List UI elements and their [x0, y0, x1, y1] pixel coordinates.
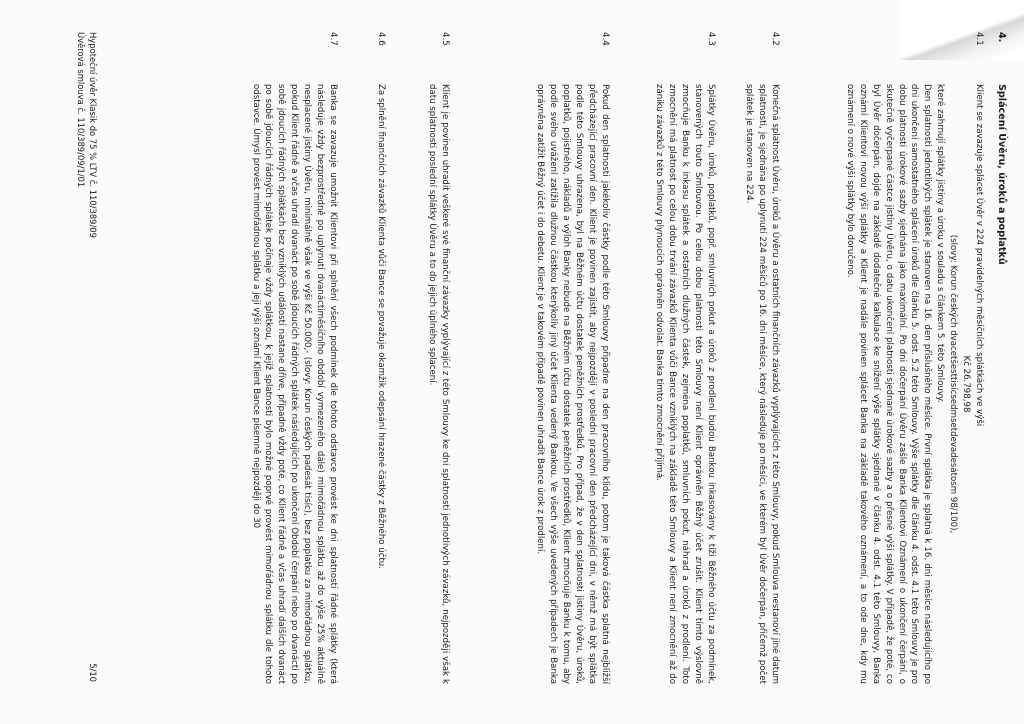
section-text: Pokud den splatnosti jakékoliv částky podle této Smlouvy připadne na den pracovního klidu, potom je taková částka splatná nejbližší předcházející pracovní den. Klient je povinen zajistit, aby nejpozději v poslední pracovní den předcházející dni, v němž má být splátka podle této Smlouvy uhrazena, byl na Běžném účtu dostatek peněžních prostředků. Pro případ, že v den splatnosti jistiny Úvěru, úroků, poplatků, pojistného, nákladů a výloh Banky nebude na Běžném účtu dostatek peněžních prostředků, Klient zmocňuje Banku k tomu, aby podle svého uvážení zatížila dlužnou částkou kterýkoliv jiný účet Klienta vedený Bankou. Ve všech výše uvedených případech je Banka oprávněna zatížit Běžný účet i do debetu. Klient je v takovém případě povinen uhradit Bance úrok z prodlení. — [535, 84, 610, 684]
section-number: 4.1 — [974, 32, 984, 46]
section-number: 4.3 — [706, 32, 716, 46]
paragraph-line: Klient se zavazuje splácet Úvěr v 224 pravidelných měsíčních splátkách ve výši — [974, 84, 984, 427]
section-text: Banka se zavazuje umožnit Klientovi při splnění všech podmínek dle tohoto odstavce provést ke dni splatnosti řádné splátky (která následuje vždy bezprostředně po uplynutí dvanáctiměsíčního období vymezeného dále) mimořádnou splátku až do výše 25% aktuálně nesplacené jistiny Úvěru, minimálně však ve výši Kč 50.000,- (slovy: Korun českých padesát tisíc), bez poplatku za mimořádnou splátku, pokud Klient řádně a včas uhradí dvanáct po sobě jdoucích řádných splátek následujících po ukončení Období čerpání nebo po dvanácti po sobě jdoucích řádných splátkách bez vzniklých událostí nastane dříve, případně vždy poté, co Klient řádně a včas uhradí dalších dvanáct po sobě jdoucích řádných splátek počínaje vždy splátkou, k jejíž splatnosti bylo možné poprvé provést mimořádnou splátku dle tohoto odstavce. Úmysl provést mimořádnou splátku a její výši oznámí Klient Bance písemně nejpozději do 30 — [250, 84, 338, 684]
heading-title: Splácení Úvěru, úroků a poplatků — [996, 84, 1007, 265]
paragraph-line: které zahrnují splátky jistiny a úroku v souladu s článkem 5. této Smlouvy. — [935, 84, 946, 403]
section-heading — [994, 32, 1007, 265]
heading-number: 4. — [996, 32, 1007, 43]
section-number: 4.5 — [440, 32, 450, 46]
section-text: Klient je povinen uhradit veškeré své finanční závazky vyplývající z této Smlouvy ke dni splatnosti jednotlivých závazků, nejpozději však k datu splatnosti poslední splátky Úvěru a to do jejich úplného splacení. — [427, 84, 450, 684]
section-number: 4.6 — [376, 32, 386, 46]
footer-product: Hypoteční úvěr Klasik do 75 % LTV č. 110/389/09 — [88, 32, 98, 238]
rotated-page — [17, 32, 1007, 692]
section-text — [843, 84, 985, 684]
page-number: 5/10 — [88, 663, 98, 682]
section-number: 4.7 — [328, 32, 338, 46]
amount-words-line: (slovy: Korun českých dvacetšesttisícsedmsetdevadesátosm 98/100), — [948, 234, 959, 534]
section-number: 4.4 — [600, 32, 610, 46]
section-number: 4.2 — [770, 32, 780, 46]
footer-contract-number: Úvěrová smlouva č. 110/389/09/1/01 — [76, 32, 86, 188]
amount-line: Kč 26.798,98 — [961, 355, 972, 413]
section-text: Za splnění finančních závazků Klienta vůči Bance se považuje okamžik odepsání hrazené částky z Běžného účtu. — [376, 84, 386, 569]
paragraph-line: Den splatnosti jednotlivých splátek je stanoven na 16. den příslušného měsíce. První splátka je splatná k 16. dni měsíce následujícího po dni ukončení samostatného splácení úroků dle článku 5. odst. 5.2 této Smlouvy. Výše splátky dle článku 4. odst. 4.1 této Smlouvy je pro dobu platnosti úrokové sazby sjednána jako maximální. Po dni dočerpání Úvěru zašle Banka Klientovi Oznámení o ukončení čerpání, o skutečně vyčerpané částce jistiny Úvěru, o datu ukončení platnosti sjednané úrokové sazby a o přesné výši splátky. V případě, že poté, co byl Úvěr dočerpán, dojde na základě dodatečné kalkulace ke snížení výše splátky sjednané v článku 4. odst. 4.1 této Smlouvy, Banka oznámí Klientovi novou výši splátky a Klient je nadále povinen splácet Banka na základě takového oznámení, a to ode dne, kdy mu oznámení o nové výši splátky bylo doručeno. — [844, 84, 933, 684]
section-text: Konečná splatnost Úvěru, úroků a Úvěru a ostatních finančních závazků vyplývajících z této Smlouvy, pokud Smlouva nestanoví jiné datum splatnosti, je sjednána po uplynutí 224 měsíců po 16. dni měsíce, který následuje po měsíci, ve kterém byl Úvěr dočerpán, přičemž počet splátek je stanoven na 224. — [744, 84, 780, 684]
page-footer — [75, 32, 99, 692]
section-text: Splátky Úvěru, úroků, poplatků, popř. smluvních pokut a úroků z prodlení budou Bankou inkasovány k tíži Běžného účtu za podmínek, stanovených touto Smlouvou. Po celou dobu platnosti této Smlouvy není Klient oprávněn Běžný účet zrušit. Klient tímto výslovně zmocňuje Banku k inkasu splátek a ostatních dlužných částek, zejména poplatků, smluvních pokut, náhrad a úroků z prodlení. Toto zmocnění má platnost po celou dobu trvání závazků Klienta vůči Bance vzniklých na základě této Smlouvy a Klient není zmocnění až do zániku závazků z této Smlouvy plynoucích oprávněn odvolat. Banka tímto zmocnění přijímá. — [654, 84, 716, 684]
